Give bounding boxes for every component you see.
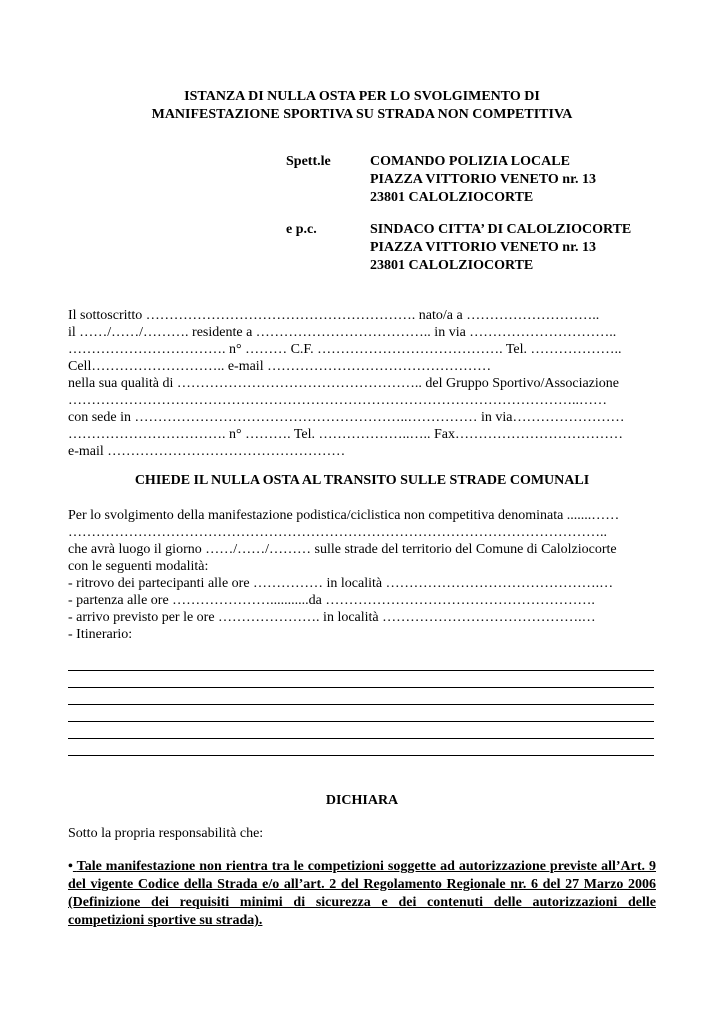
event-line: - partenza alle ore …………………...........da …………………………………………………. <box>68 593 595 608</box>
itinerary-blank-line <box>68 670 654 671</box>
applicant-line: con sede in …………………………………………………..…………… in via…………………… <box>68 410 625 425</box>
recipient-2-line-1: SINDACO CITTA’ DI CALOLZIOCORTE <box>370 222 632 237</box>
document-title-line-1: ISTANZA DI NULLA OSTA PER LO SVOLGIMENTO DI <box>184 89 540 104</box>
declaration-paragraph <box>68 858 656 930</box>
recipient-1-line-1: COMANDO POLIZIA LOCALE <box>370 154 570 169</box>
applicant-line: Cell……………………….. e-mail ………………………………………… <box>68 359 492 374</box>
declaration-text: Tale manifestazione non rientra tra le competizioni soggette ad autorizzazione previste all’Art. 9 del vigente Codice della Strada e/o all’art. 2 del Regolamento Regionale nr. 6 del 27 Marzo 2006 (Definizione dei requisiti minimi di sicurezza e dei contenuti delle autorizzazioni delle competizioni sportive su strada). <box>68 859 657 928</box>
event-line: - Itinerario: <box>68 627 133 642</box>
event-line: con le seguenti modalità: <box>68 559 209 574</box>
applicant-line: Il sottoscritto …………………………………………………. nato/a a ……………………….. <box>68 308 600 323</box>
applicant-line: ………………………………………………………………………………………………..…… <box>68 393 607 408</box>
event-line: Per lo svolgimento della manifestazione podistica/ciclistica non competitiva denominata .......…… <box>68 508 620 523</box>
event-line: - ritrovo dei partecipanti alle ore …………… in località ……………………………………….… <box>68 576 614 591</box>
applicant-line: e-mail …………………………………………… <box>68 444 346 459</box>
declare-intro: Sotto la propria responsabilità che: <box>68 826 264 841</box>
event-line: - arrivo previsto per le ore …………………. in località …………………………………….… <box>68 610 596 625</box>
applicant-line: il ……/……/………. residente a ……………………………….. in via ………………………….. <box>68 325 617 340</box>
event-line: …………………………………………………………………………………………………….. <box>68 525 607 540</box>
applicant-line: ……………………………. n° ……… C.F. …………………………………. Tel. ……………….. <box>68 342 622 357</box>
declaration-bullet: • <box>68 859 73 874</box>
recipient-label-spettle: Spett.le <box>286 154 331 169</box>
recipient-2-line-2: PIAZZA VITTORIO VENETO nr. 13 <box>370 240 597 255</box>
itinerary-blank-line <box>68 721 654 722</box>
itinerary-blank-line <box>68 738 654 739</box>
itinerary-blank-line <box>68 687 654 688</box>
recipient-1-line-3: 23801 CALOLZIOCORTE <box>370 190 534 205</box>
recipient-2-line-3: 23801 CALOLZIOCORTE <box>370 258 534 273</box>
recipient-label-epc: e p.c. <box>286 222 317 237</box>
declare-heading: DICHIARA <box>325 793 399 808</box>
document-title-line-2: MANIFESTAZIONE SPORTIVA SU STRADA NON COMPETITIVA <box>151 107 573 122</box>
applicant-line: nella sua qualità di …………………………………………….. del Gruppo Sportivo/Associazione <box>68 376 619 391</box>
itinerary-blank-line <box>68 704 654 705</box>
itinerary-blank-line <box>68 755 654 756</box>
applicant-line: ……………………………. n° ………. Tel. ………………..….. Fax……………………………… <box>68 427 624 442</box>
recipient-1-line-2: PIAZZA VITTORIO VENETO nr. 13 <box>370 172 597 187</box>
event-line: che avrà luogo il giorno ……/……/……… sulle strade del territorio del Comune di Calolziocorte <box>68 542 617 557</box>
request-heading: CHIEDE IL NULLA OSTA AL TRANSITO SULLE STRADE COMUNALI <box>134 473 590 488</box>
